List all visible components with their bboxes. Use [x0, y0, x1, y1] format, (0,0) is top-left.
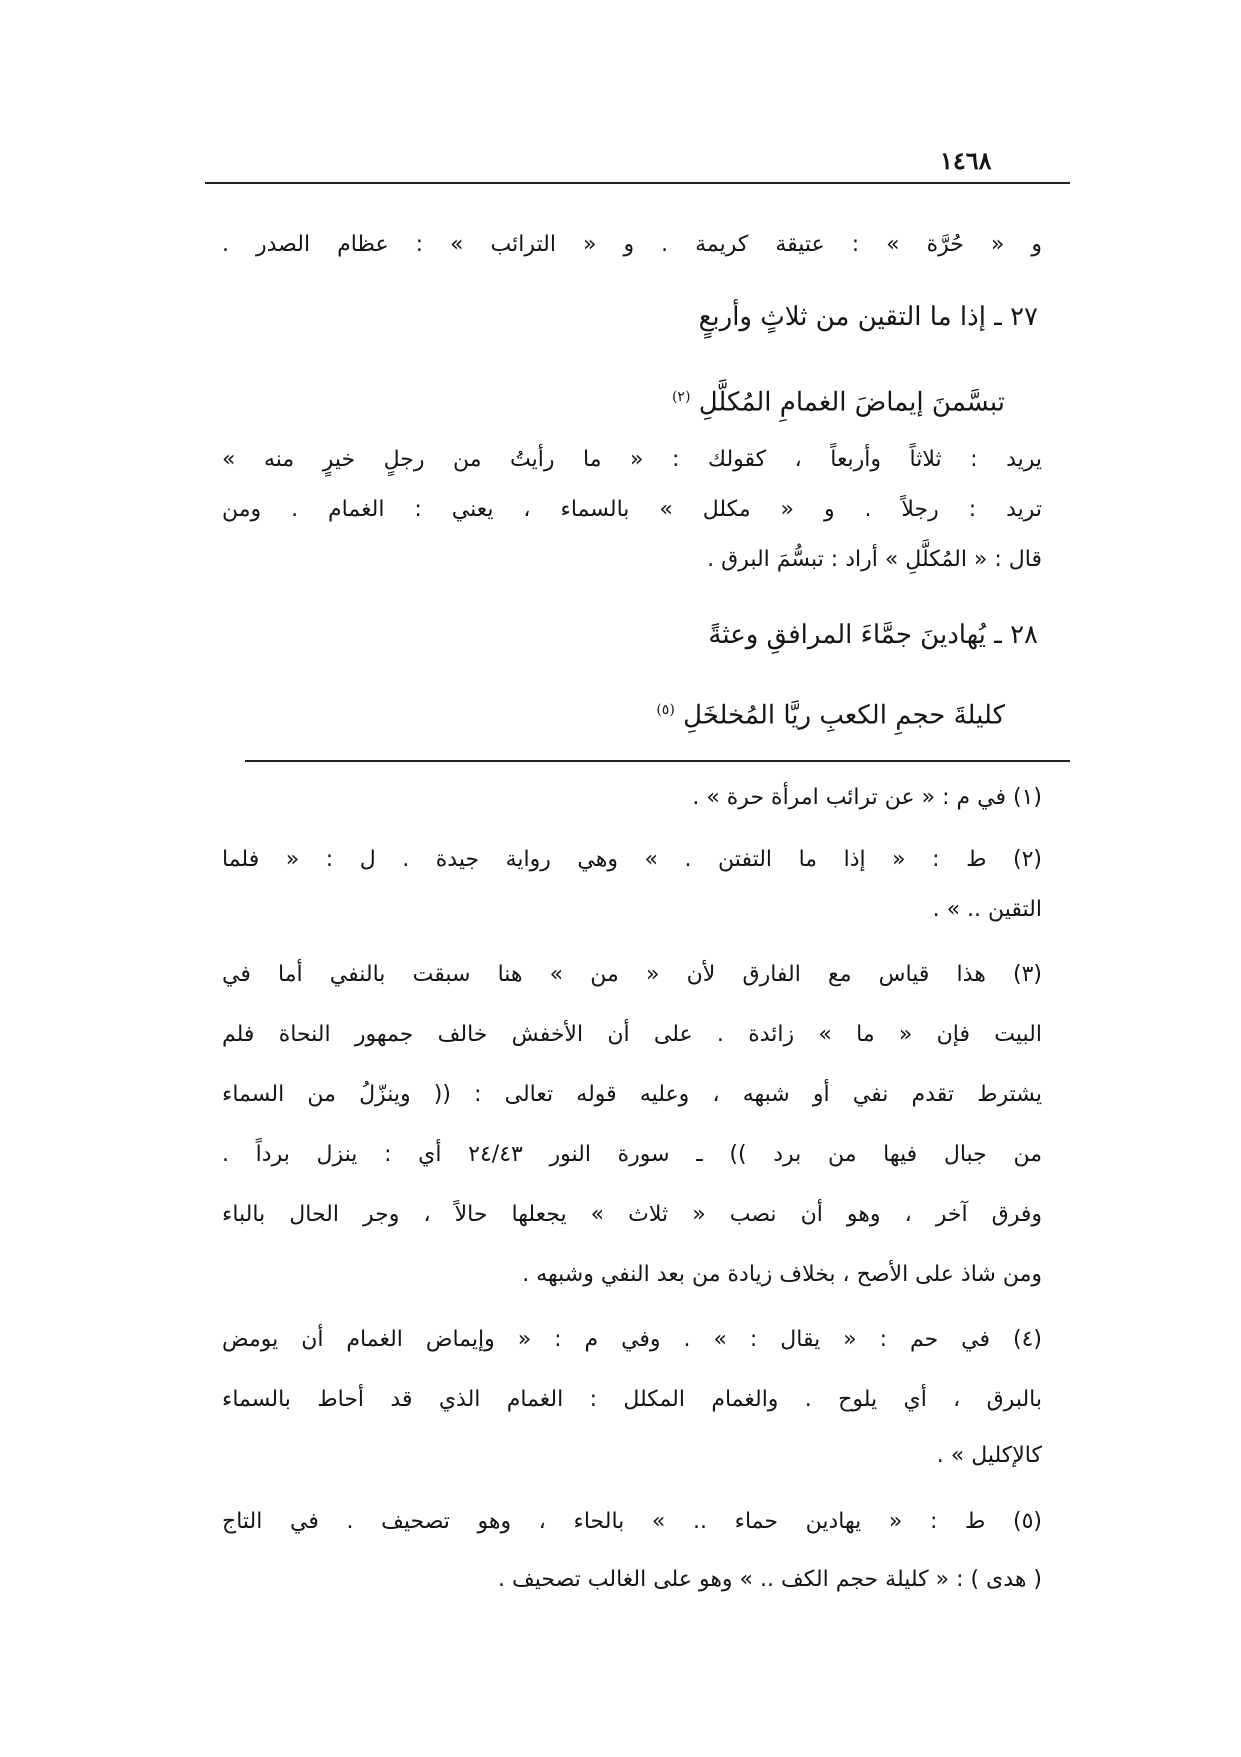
commentary-line: قال : « المُكلَّلِ » أراد : تبسُّمَ البرق . — [707, 547, 1042, 572]
footnote-5-continued: ( هدى ) : « كليلة حجم الكف .. » وهو على الغالب تصحيف . — [498, 1567, 1042, 1592]
verse-text: تبسَّمنَ إيماضَ الغمامِ المُكلَّلِ — [698, 387, 1005, 418]
footnote-4-continued: بالبرق ، أي يلوح . والغمام المكلل : الغمام الذي قد أحاط بالسماء — [222, 1387, 1042, 1412]
footnote-3-continued: يشترط تقدم نفي أو شبهه ، وعليه قوله تعالى : (( وينزّلُ من السماء — [222, 1082, 1042, 1107]
verse-27-second-hemistich — [300, 372, 1005, 422]
footnote-3: (٣) هذا قياس مع الفارق لأن « من » هنا سبقت بالنفي أما في — [222, 962, 1042, 987]
footnote-4: (٤) في حم : « يقال : » . وفي م : « وإيماض الغمام أن يومض — [222, 1327, 1042, 1352]
verse-28-first-hemistich: ٢٨ ـ يُهادينَ جمَّاءَ المرافقِ وعثةً — [708, 620, 1038, 650]
verse-text: كليلةَ حجمِ الكعبِ ريَّا المُخلخَلِ — [683, 700, 1005, 731]
page-number: ١٤٦٨ — [940, 146, 992, 175]
footnote-3-continued: البيت فإن « ما » زائدة . على أن الأخفش خالف جمهور النحاة فلم — [222, 1022, 1042, 1047]
footnote-ref: (٢) — [671, 389, 691, 405]
footnote-2-continued: التقين .. » . — [932, 897, 1042, 922]
verse-27-first-hemistich: ٢٧ ـ إذا ما التقين من ثلاثٍ وأربعٍ — [698, 302, 1038, 332]
footnote-4-continued: كالإكليل » . — [936, 1443, 1042, 1468]
footnote-5: (٥) ط : « يهادين حماء .. » بالحاء ، وهو تصحيف . في التاج — [222, 1509, 1042, 1534]
main-text-line: و « حُرَّة » : عتيقة كريمة . و « الترائب » : عظام الصدر . — [222, 232, 1042, 257]
footnote-3-continued: وفرق آخر ، وهو أن نصب « ثلاث » يجعلها حالاً ، وجر الحال بالباء — [222, 1202, 1042, 1227]
footnote-ref: (٥) — [656, 702, 675, 718]
commentary-line: تريد : رجلاً . و « مكلل » بالسماء ، يعني : الغمام . ومن — [222, 497, 1042, 522]
header-rule — [205, 182, 1070, 184]
footnote-2: (٢) ط : « إذا ما التفتن . » وهي رواية جيدة . ل : « فلما — [222, 847, 1042, 872]
footnote-1: (١) في م : « عن ترائب امرأة حرة » . — [692, 785, 1042, 810]
footnote-3-continued: ومن شاذ على الأصح ، بخلاف زيادة من بعد النفي وشبهه . — [522, 1262, 1042, 1287]
verse-28-second-hemistich — [300, 685, 1005, 735]
footnotes-rule — [245, 760, 1070, 762]
footnote-3-continued: من جبال فيها من برد )) ـ سورة النور ٢٤/٤٣ أي : ينزل برداً . — [222, 1142, 1042, 1167]
commentary-line: يريد : ثلاثاً وأربعاً ، كقولك : « ما رأيتُ من رجلٍ خيرٍ منه » — [222, 447, 1042, 472]
